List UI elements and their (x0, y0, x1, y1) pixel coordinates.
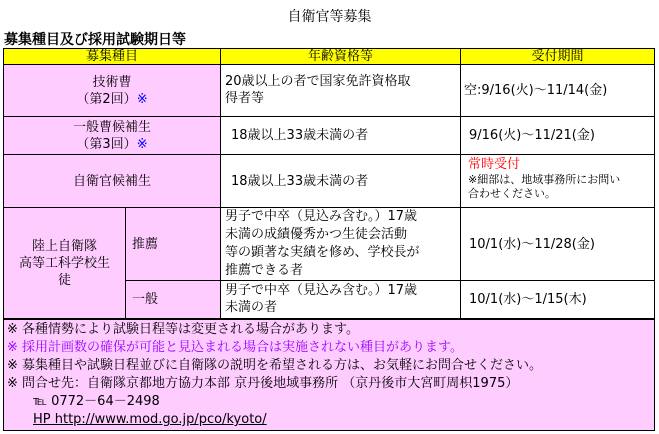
age-sdf-candidate: 18歳以上33歳未満の者 (220, 154, 461, 208)
category-round: （第2回）※ (76, 91, 148, 107)
school-type-recommendation: 推薦 (125, 207, 221, 281)
category-ncoc (3, 116, 221, 155)
header-age: 年齢資格等 (220, 48, 461, 65)
category-name: 一般曹候補生 (72, 119, 151, 135)
period-always-open: 常時受付 (468, 157, 521, 172)
school-type-general: 一般 (125, 280, 221, 319)
period-ncoc: 9/16(火)～11/21(金) (460, 116, 655, 155)
note-schedule-change: ※ 各種情勢により試験日程等は変更される場合があります。 (7, 322, 359, 337)
category-technical-sergeant (3, 64, 221, 117)
note-contact: ※ 問合せ先：自衛隊京都地方協力本部 京丹後地域事務所 （京丹後市大宮町周枳1975） (7, 376, 519, 391)
note-not-conducted: ※ 採用計画数の確保が可能と見込まれる場合は実施されない種目があります。 (7, 340, 463, 355)
period-technical-sergeant: 空:9/16(火)～11/14(金) (460, 64, 655, 117)
age-technical-sergeant: 20歳以上の者で国家免許資格取 得者等 (220, 64, 461, 117)
section-subtitle: 募集種目及び採用試験期日等 (4, 32, 186, 48)
period-sdf-candidate: 常時受付 ※細部は、地域事務所にお問い 合わせください。 (460, 154, 655, 208)
header-period: 受付期間 (460, 48, 655, 65)
note-inquiry: ※ 募集種目や試験日程並びに自衛隊の説明を希望される方は、お気軽にお問合せください。 (7, 358, 543, 373)
note-mark: ※ (136, 136, 148, 152)
category-round: （第3回）※ (76, 136, 148, 152)
contact-homepage[interactable]: HP http://www.mod.go.jp/pco/kyoto/ (33, 412, 267, 427)
period-school-general: 10/1(水)～1/15(木) (460, 280, 655, 319)
age-school-general: 男子で中卒（見込み含む。）17歳 未満の者 (220, 280, 461, 319)
period-school-recommendation: 10/1(水)～11/28(金) (460, 207, 655, 281)
header-category: 募集種目 (3, 48, 221, 65)
notes-box (3, 319, 655, 431)
contact-tel: ℡ 0772－64－2498 (33, 394, 160, 409)
category-name: 技術曹 (92, 74, 132, 90)
age-ncoc: 18歳以上33歳未満の者 (220, 116, 461, 155)
category-sdf-candidate: 自衛官候補生 (3, 154, 221, 208)
page-title: 自衛官等募集 (287, 9, 372, 25)
category-technical-school: 陸上自衛隊 高等工科学校生 徒 (3, 207, 126, 319)
note-mark: ※ (136, 91, 148, 107)
age-school-recommendation: 男子で中卒（見込み含む。）17歳 未満の成績優秀かつ生徒会活動 等の顕著な実績を修め、学校長が 推薦できる者 (220, 207, 461, 281)
